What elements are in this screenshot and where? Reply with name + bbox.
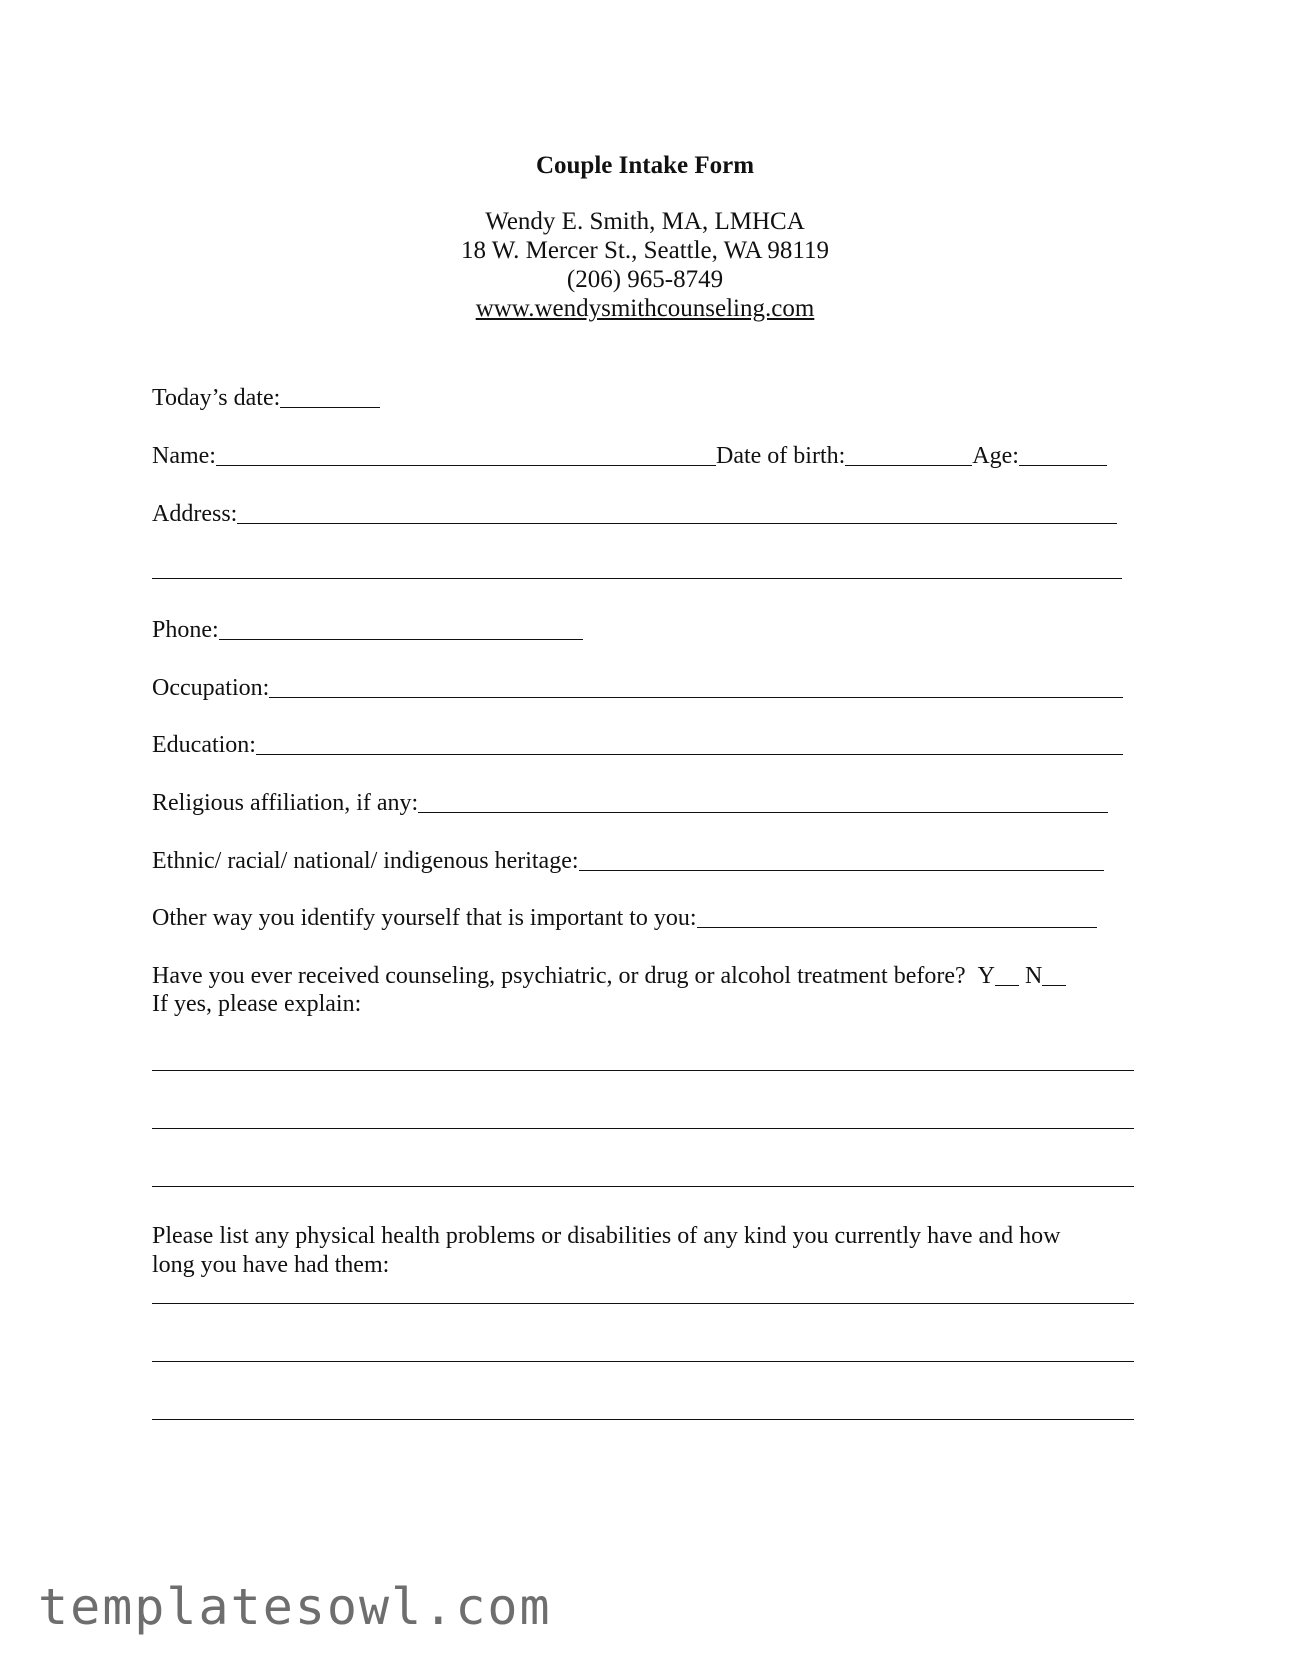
provider-name: Wendy E. Smith, MA, LMHCA — [485, 208, 805, 235]
yes-label: Y — [977, 963, 995, 989]
education-field[interactable] — [256, 730, 1123, 755]
address-field-line1[interactable] — [237, 499, 1117, 524]
occupation-field[interactable] — [269, 673, 1123, 698]
treatment-question-row — [152, 961, 1066, 990]
name-row — [152, 441, 1107, 470]
phone-row — [152, 615, 583, 644]
education-row — [152, 730, 1123, 759]
yes-field[interactable] — [995, 961, 1019, 986]
phone-field[interactable] — [219, 615, 583, 640]
health-field-line1[interactable] — [152, 1303, 1134, 1304]
health-field-line2[interactable] — [152, 1361, 1134, 1362]
provider-website-link[interactable]: www.wendysmithcounseling.com — [475, 295, 815, 322]
religion-row — [152, 788, 1108, 817]
religion-label: Religious affiliation, if any: — [152, 790, 419, 816]
explain-field-line1[interactable] — [152, 1070, 1134, 1071]
heritage-field[interactable] — [579, 846, 1104, 871]
address-field-line2[interactable] — [152, 578, 1122, 579]
occupation-row — [152, 673, 1123, 702]
explain-label: If yes, please explain: — [152, 991, 362, 1017]
dob-field[interactable] — [845, 441, 972, 466]
dob-label: Date of birth: — [715, 443, 846, 469]
name-field[interactable] — [216, 441, 716, 466]
identity-label: Other way you identify yourself that is important to you: — [152, 905, 697, 931]
identity-row — [152, 903, 1097, 932]
address-label: Address: — [152, 501, 238, 527]
heritage-row — [152, 846, 1104, 875]
health-question-line2: long you have had them: — [152, 1252, 390, 1278]
explain-field-line3[interactable] — [152, 1186, 1134, 1187]
health-field-line3[interactable] — [152, 1419, 1134, 1420]
form-title: Couple Intake Form — [535, 152, 755, 179]
todays-date-field[interactable] — [280, 383, 380, 408]
phone-label: Phone: — [152, 617, 219, 643]
address-row — [152, 499, 1117, 528]
age-field[interactable] — [1019, 441, 1107, 466]
explain-field-line2[interactable] — [152, 1128, 1134, 1129]
watermark: templatesowl.com — [38, 1578, 552, 1636]
occupation-label: Occupation: — [152, 675, 270, 701]
health-question-line1: Please list any physical health problems or disabilities of any kind you currently have and how — [152, 1223, 1061, 1249]
education-label: Education: — [152, 732, 256, 758]
todays-date-label: Today’s date: — [152, 385, 281, 411]
name-label: Name: — [152, 443, 216, 469]
religion-field[interactable] — [418, 788, 1108, 813]
treatment-question: Have you ever received counseling, psychiatric, or drug or alcohol treatment before? — [152, 963, 966, 989]
todays-date-row — [152, 383, 380, 412]
heritage-label: Ethnic/ racial/ national/ indigenous heritage: — [152, 848, 579, 874]
age-label: Age: — [972, 443, 1019, 469]
no-field[interactable] — [1042, 961, 1066, 986]
provider-address: 18 W. Mercer St., Seattle, WA 98119 — [460, 237, 830, 264]
provider-phone: (206) 965-8749 — [566, 266, 724, 293]
no-label: N — [1025, 963, 1043, 989]
identity-field[interactable] — [697, 903, 1097, 928]
